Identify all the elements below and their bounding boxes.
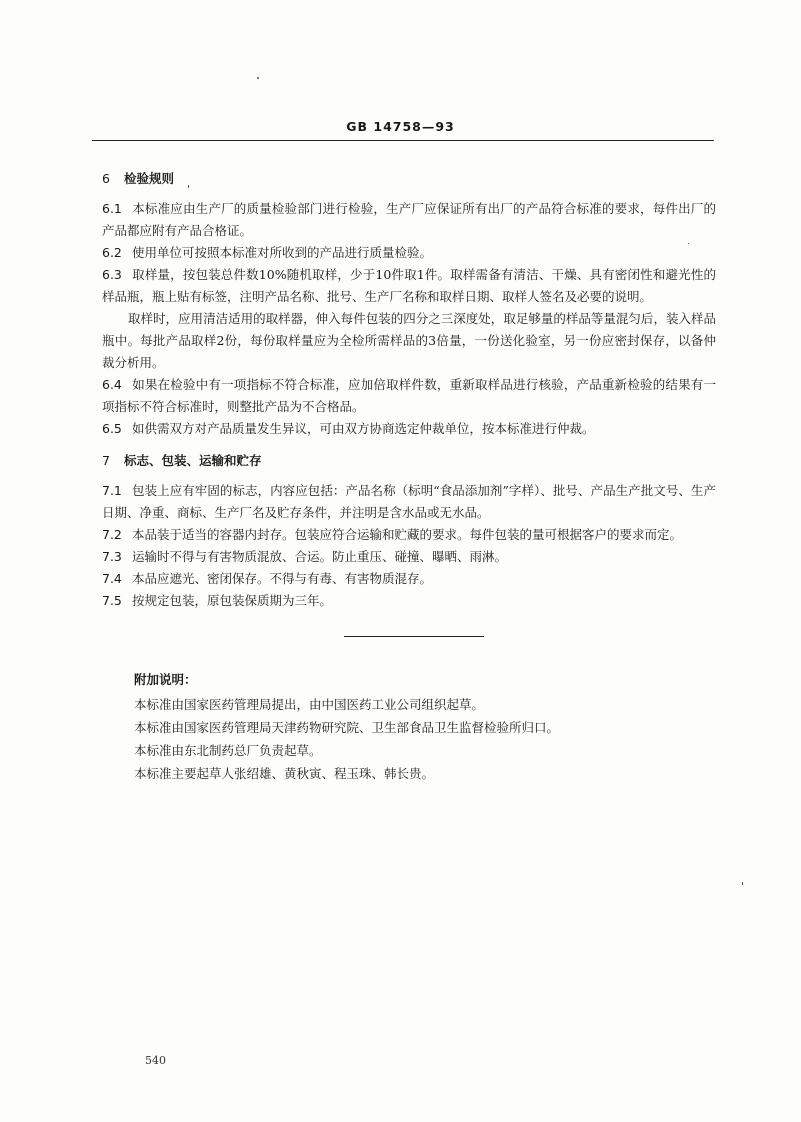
clause-7-2 [102, 524, 716, 546]
appendix-title: 附加说明： [134, 672, 197, 687]
appendix-line: 本标准主要起草人张绍雄、黄秋寅、程玉珠、韩长贵。 [134, 766, 435, 781]
section-title: 检验规则 [124, 171, 175, 186]
main-content [102, 168, 716, 612]
clause-text: 取样时，应用清洁适用的取样器，伸入每件包装的四分之三深度处，取足够量的样品等量混匀后，装入样品瓶中。每批产品取样2份，每份取样量应为全检所需样品的3倍量，一份送化验室，另一份应密封保存，以备仲裁分析用。 [102, 311, 716, 370]
scan-speck [742, 882, 743, 885]
clause-6-4 [102, 374, 716, 418]
clause-text: 如果在检验中有一项指标不符合标准，应加倍取样件数，重新取样品进行核验，产品重新检验的结果有一项指标不符合标准时，则整批产品为不合格品。 [102, 377, 716, 414]
section-6-heading [102, 168, 716, 190]
section-number: 7 [102, 453, 110, 468]
section-number: 6 [102, 171, 110, 186]
page-number: 540 [145, 1054, 166, 1067]
clause-number: 6.5 [102, 421, 122, 436]
clause-number: 6.2 [102, 245, 122, 260]
clause-text: 取样量，按包装总件数10%随机取样，少于10件取1件。取样需备有清洁、干燥、具有密闭性和避光性的样品瓶，瓶上贴有标签，注明产品名称、批号、生产厂名称和取样日期、取样人签名及必要的说明。 [102, 267, 716, 304]
appendix-line: 本标准由国家医药管理局天津药物研究院、卫生部食品卫生监督检验所归口。 [134, 720, 560, 735]
clause-text: 如供需双方对产品质量发生异议，可由双方协商选定仲裁单位，按本标准进行仲裁。 [132, 421, 595, 436]
appendix-notes [134, 669, 694, 785]
clause-7-3 [102, 546, 716, 568]
clause-number: 7.5 [102, 593, 122, 608]
clause-text: 使用单位可按照本标准对所收到的产品进行质量检验。 [132, 245, 433, 260]
appendix-line: 本标准由东北制药总厂负责起草。 [134, 743, 322, 758]
clause-6-2 [102, 242, 716, 264]
scan-speck [257, 77, 259, 79]
clause-number: 6.1 [102, 201, 122, 216]
clause-text: 包装上应有牢固的标志，内容应包括：产品名称（标明“食品添加剂”字样）、批号、产品生产批文号、生产日期、净重、商标、生产厂名及贮存条件，并注明是含水品或无水品。 [102, 483, 716, 520]
clause-text: 本品装于适当的容器内封存。包装应符合运输和贮藏的要求。每件包装的量可根据客户的要求而定。 [132, 527, 683, 542]
clause-7-1 [102, 480, 716, 524]
clause-number: 7.2 [102, 527, 122, 542]
clause-6-3 [102, 264, 716, 308]
appendix-line: 本标准由国家医药管理局提出，由中国医药工业公司组织起草。 [134, 697, 485, 712]
clause-text: 运输时不得与有害物质混放、合运。防止重压、碰撞、曝晒、雨淋。 [132, 549, 508, 564]
clause-text: 按规定包装，原包装保质期为三年。 [132, 593, 333, 608]
header-rule [92, 140, 714, 141]
clause-text: 本品应遮光、密闭保存。不得与有毒、有害物质混存。 [132, 571, 433, 586]
clause-number: 7.1 [102, 483, 122, 498]
clause-number: 6.4 [102, 377, 122, 392]
clause-number: 6.3 [102, 267, 122, 282]
clause-6-5 [102, 418, 716, 440]
clause-number: 7.4 [102, 571, 122, 586]
clause-number: 7.3 [102, 549, 122, 564]
clause-6-1 [102, 198, 716, 242]
clause-6-3-continued [102, 308, 716, 374]
section-title: 标志、包装、运输和贮存 [124, 453, 262, 468]
clause-7-4 [102, 568, 716, 590]
clause-7-5 [102, 590, 716, 612]
end-of-text-rule [344, 636, 484, 637]
section-7-heading [102, 450, 716, 472]
standard-code-header: GB 14758—93 [346, 119, 455, 134]
clause-text: 本标准应由生产厂的质量检验部门进行检验，生产厂应保证所有出厂的产品符合标准的要求，每件出厂的产品都应附有产品合格证。 [102, 201, 716, 238]
